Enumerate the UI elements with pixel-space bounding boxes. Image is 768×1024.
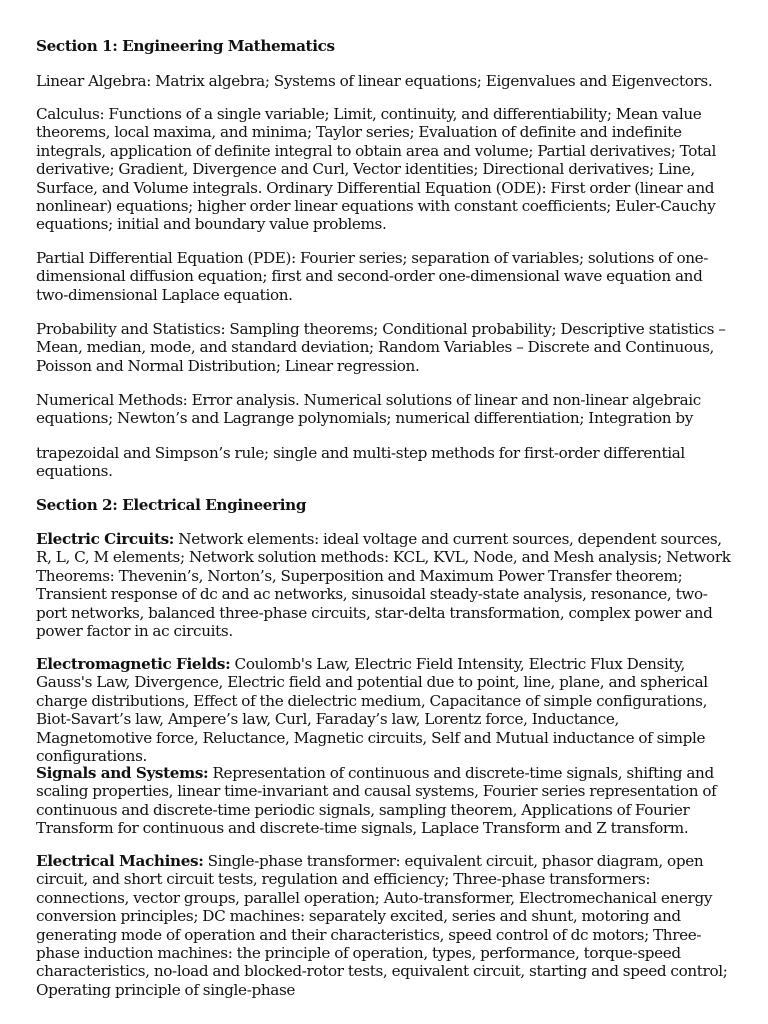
electromagnetic-fields-body: Coulomb's Law, Electric Field Intensity, Electric Flux Density, Gauss's Law, Divergence, Electric field and potential due to point, line, plane, and spherical charge distributions, Effect of the dielectric medium, Capacitance of simple configurations, Biot-Savart’s law, Ampere’s law, Curl, Faraday’s law, Lorentz force, Inductance, Magnetomotive force, Reluctance, Magnetic circuits, Self and Mutual inductance of simple configurations.: [36, 655, 708, 766]
electromagnetic-fields-paragraph: [36, 655, 736, 765]
probability-statistics-paragraph: Probability and Statistics: Sampling theorems; Conditional probability; Descriptive statistics – Mean, median, mode, and standard deviation; Random Variables – Discrete and Continuous, Poisson and Normal Distribution; Linear regression.: [36, 320, 726, 375]
numerical-methods-paragraph: Numerical Methods: Error analysis. Numerical solutions of linear and non-linear algebraic equations; Newton’s and Lagrange polynomials; numerical differentiation; Integration by: [36, 391, 701, 428]
electromagnetic-fields-title: Electromagnetic Fields:: [36, 655, 231, 673]
signals-systems-paragraph: [36, 764, 736, 838]
linear-algebra-paragraph: Linear Algebra: Matrix algebra; Systems of linear equations; Eigenvalues and Eigenvectors.: [36, 72, 713, 90]
electric-circuits-body: Network elements: ideal voltage and current sources, dependent sources, R, L, C, M elements; Network solution methods: KCL, KVL, Node, and Mesh analysis; Network Theorems: Thevenin’s, Norton’s, Superposition and Maximum Power Transfer theorem; Transient response of dc and ac networks, sinusoidal steady-state analysis, resonance, two-port networks, balanced three-phase circuits, star-delta transformation, complex power and power factor in ac circuits.: [36, 530, 731, 641]
numerical-methods-continued-paragraph: trapezoidal and Simpson’s rule; single and multi-step methods for first-order differential equations.: [36, 444, 685, 481]
signals-systems-body: Representation of continuous and discrete-time signals, shifting and scaling properties, linear time-invariant and causal systems, Fourier series representation of continuous and discrete-time periodic signals, sampling theorem, Applications of Fourier Transform for continuous and discrete-time signals, Laplace Transform and Z transform.: [36, 764, 717, 838]
signals-systems-title: Signals and Systems:: [36, 764, 209, 782]
section-1-heading: Section 1: Engineering Mathematics: [36, 37, 335, 55]
electric-circuits-paragraph: [36, 530, 736, 640]
pde-paragraph: Partial Differential Equation (PDE): Fourier series; separation of variables; solutions of one-dimensional diffusion equation; first and second-order one-dimensional wave equation and two-dimensional Laplace equation.: [36, 249, 709, 304]
electrical-machines-body: Single-phase transformer: equivalent circuit, phasor diagram, open circuit, and short circuit tests, regulation and efficiency; Three-phase transformers: connections, vector groups, parallel operation; Auto-transformer, Electromechanical energy conversion principles; DC machines: separately excited, series and shunt, motoring and generating mode of operation and their characteristics, speed control of dc motors; Three-phase induction machines: the principle of operation, types, performance, torque-speed characteristics, no-load and blocked-rotor tests, equivalent circuit, starting and speed control; Operating principle of single-phase: [36, 852, 728, 999]
electrical-machines-paragraph: [36, 852, 736, 999]
calculus-paragraph: Calculus: Functions of a single variable; Limit, continuity, and differentiability; Mean value theorems, local maxima, and minima; Taylor series; Evaluation of definite and indefinite integrals, application of definite integral to obtain area and volume; Partial derivatives; Total derivative; Gradient, Divergence and Curl, Vector identities; Directional derivatives; Line, Surface, and Volume integrals. Ordinary Differential Equation (ODE): First order (linear and nonlinear) equations; higher order linear equations with constant coefficients; Euler-Cauchy equations; initial and boundary value problems.: [36, 105, 717, 234]
electrical-machines-title: Electrical Machines:: [36, 852, 204, 870]
electric-circuits-title: Electric Circuits:: [36, 530, 175, 548]
section-2-heading: Section 2: Electrical Engineering: [36, 496, 307, 514]
